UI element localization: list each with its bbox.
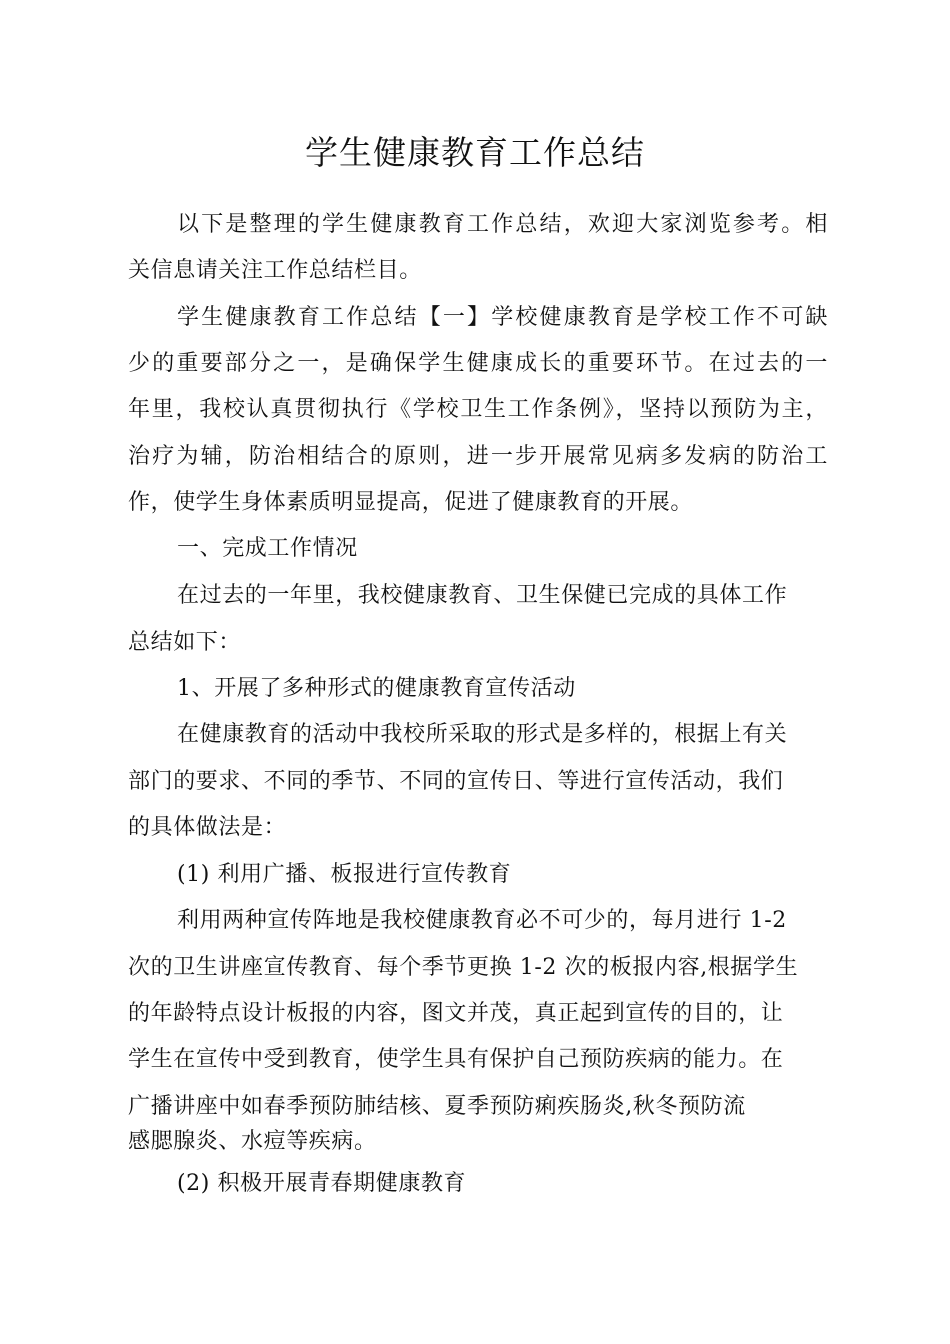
paragraph-line: 年里，我校认真贯彻执行《学校卫生工作条例》，坚持以预防为主，: [128, 397, 828, 422]
paragraph-line: 治疗为辅，防治相结合的原则，进一步开展常见病多发病的防治工: [128, 444, 828, 469]
paragraph-line: 总结如下：: [128, 630, 242, 655]
paragraph-line: 以下是整理的学生健康教育工作总结，欢迎大家浏览参考。相: [177, 212, 828, 237]
paragraph-line: 少的重要部分之一，是确保学生健康成长的重要环节。在过去的一: [128, 351, 828, 376]
paragraph-line: 的年龄特点设计板报的内容，图文并茂，真正起到宣传的目的，让: [128, 1001, 784, 1026]
paragraph-line: 在健康教育的活动中我校所采取的形式是多样的，根据上有关: [177, 722, 788, 747]
paragraph-line: 广播讲座中如春季预防肺结核、夏季预防痢疾肠炎,秋冬预防流: [128, 1094, 746, 1119]
item-heading: (2) 积极开展青春期健康教育: [177, 1171, 467, 1196]
paragraph-line: 作，使学生身体素质明显提高，促进了健康教育的开展。: [128, 490, 694, 515]
paragraph-line: 学生健康教育工作总结【一】学校健康教育是学校工作不可缺: [177, 305, 828, 330]
section-heading: 一、完成工作情况: [177, 536, 358, 561]
subsection-heading: 1、开展了多种形式的健康教育宣传活动: [177, 676, 576, 701]
paragraph-line: 的具体做法是：: [128, 815, 287, 840]
paragraph-line: 利用两种宣传阵地是我校健康教育必不可少的，每月进行 1-2: [177, 908, 787, 933]
paragraph-line: 感腮腺炎、水痘等疾病。: [128, 1129, 377, 1154]
paragraph-line: 次的卫生讲座宣传教育、每个季节更换 1-2 次的板报内容,根据学生: [128, 955, 799, 980]
paragraph-line: 关信息请关注工作总结栏目。: [128, 258, 422, 283]
paragraph-line: 部门的要求、不同的季节、不同的宣传日、等进行宣传活动，我们: [128, 769, 784, 794]
paragraph-line: 在过去的一年里，我校健康教育、卫生保健已完成的具体工作: [177, 583, 788, 608]
item-heading: (1) 利用广播、板报进行宣传教育: [177, 862, 512, 887]
document-title: 学生健康教育工作总结: [305, 133, 645, 172]
paragraph-line: 学生在宣传中受到教育，使学生具有保护自己预防疾病的能力。在: [128, 1047, 784, 1072]
